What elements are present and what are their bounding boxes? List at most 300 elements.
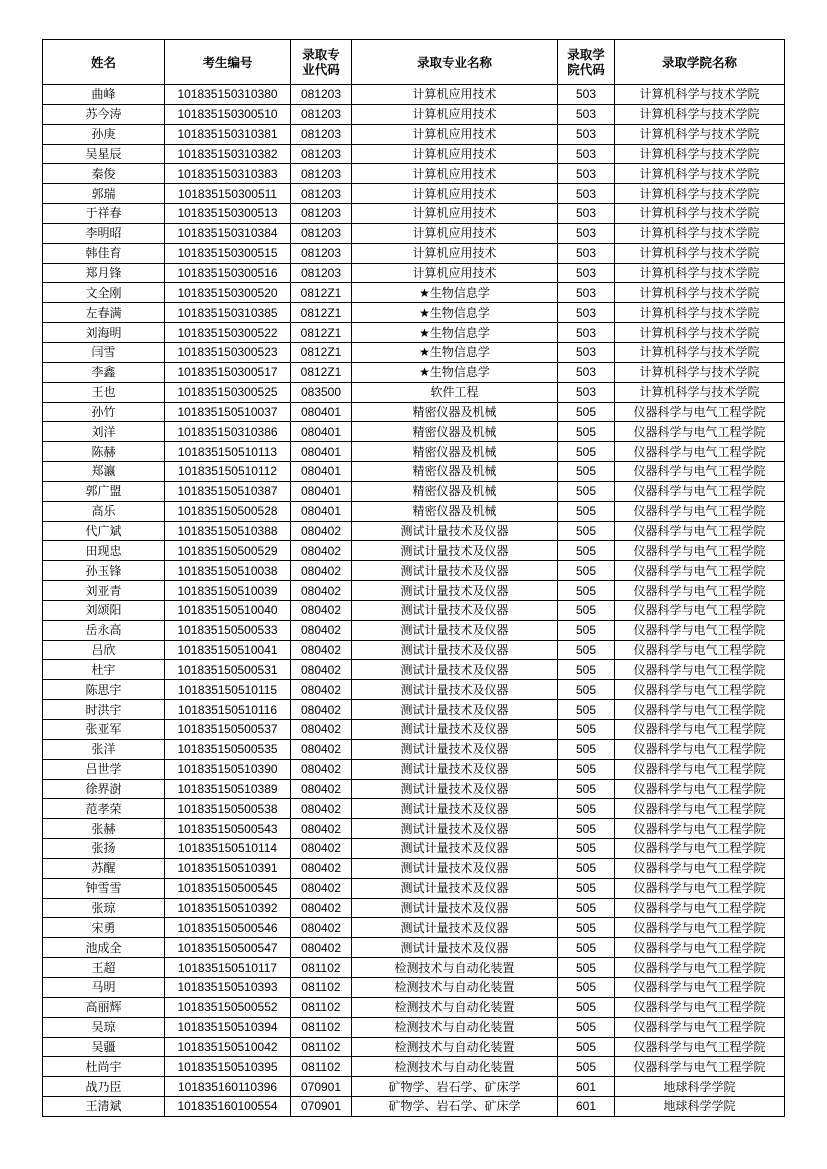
exam-id-cell: 101835150300525 bbox=[165, 382, 291, 402]
student-name-cell: 孙竹 bbox=[43, 402, 165, 422]
college-name-cell: 仪器科学与电气工程学院 bbox=[615, 799, 785, 819]
college-code-cell: 503 bbox=[558, 85, 615, 105]
table-row bbox=[43, 342, 785, 362]
college-code-cell: 503 bbox=[558, 164, 615, 184]
major-code-cell: 0812Z1 bbox=[291, 342, 352, 362]
college-code-cell: 505 bbox=[558, 839, 615, 859]
table-row bbox=[43, 243, 785, 263]
exam-id-cell: 101835150500529 bbox=[165, 541, 291, 561]
major-code-cell: 0812Z1 bbox=[291, 362, 352, 382]
table-row bbox=[43, 958, 785, 978]
table-row bbox=[43, 938, 785, 958]
major-name-cell: 测试计量技术及仪器 bbox=[352, 839, 558, 859]
college-name-cell: 仪器科学与电气工程学院 bbox=[615, 700, 785, 720]
major-code-cell: 080401 bbox=[291, 481, 352, 501]
college-name-cell: 仪器科学与电气工程学院 bbox=[615, 1017, 785, 1037]
exam-id-cell: 101835150300516 bbox=[165, 263, 291, 283]
student-name-cell: 钟雪雪 bbox=[43, 878, 165, 898]
major-name-cell: 测试计量技术及仪器 bbox=[352, 898, 558, 918]
table-row bbox=[43, 442, 785, 462]
major-name-cell: 检测技术与自动化装置 bbox=[352, 1017, 558, 1037]
college-name-cell: 计算机科学与技术学院 bbox=[615, 283, 785, 303]
college-code-cell: 505 bbox=[558, 1057, 615, 1077]
college-code-cell: 505 bbox=[558, 1017, 615, 1037]
student-name-cell: 吴星辰 bbox=[43, 144, 165, 164]
college-name-cell: 计算机科学与技术学院 bbox=[615, 342, 785, 362]
table-row bbox=[43, 184, 785, 204]
exam-id-cell: 101835150300510 bbox=[165, 104, 291, 124]
table-row bbox=[43, 481, 785, 501]
college-code-cell: 505 bbox=[558, 779, 615, 799]
major-name-cell: 测试计量技术及仪器 bbox=[352, 680, 558, 700]
major-name-cell: 计算机应用技术 bbox=[352, 204, 558, 224]
college-code-cell: 505 bbox=[558, 402, 615, 422]
college-code-cell: 505 bbox=[558, 640, 615, 660]
student-name-cell: 张亚军 bbox=[43, 720, 165, 740]
college-code-cell: 505 bbox=[558, 819, 615, 839]
college-code-cell: 505 bbox=[558, 918, 615, 938]
major-code-cell: 080402 bbox=[291, 819, 352, 839]
table-row bbox=[43, 878, 785, 898]
exam-id-cell: 101835150300511 bbox=[165, 184, 291, 204]
exam-id-cell: 101835150500538 bbox=[165, 799, 291, 819]
student-name-cell: 孙庚 bbox=[43, 124, 165, 144]
student-name-cell: 陈赫 bbox=[43, 442, 165, 462]
college-name-cell: 仪器科学与电气工程学院 bbox=[615, 878, 785, 898]
major-code-cell: 081203 bbox=[291, 164, 352, 184]
major-name-cell: 测试计量技术及仪器 bbox=[352, 660, 558, 680]
college-code-cell: 503 bbox=[558, 124, 615, 144]
college-name-cell: 仪器科学与电气工程学院 bbox=[615, 600, 785, 620]
major-name-cell: ★生物信息学 bbox=[352, 283, 558, 303]
table-row bbox=[43, 144, 785, 164]
admission-table bbox=[42, 39, 785, 1117]
major-code-cell: 080402 bbox=[291, 521, 352, 541]
student-name-cell: 李鑫 bbox=[43, 362, 165, 382]
major-name-cell: 检测技术与自动化装置 bbox=[352, 958, 558, 978]
exam-id-cell: 101835150510117 bbox=[165, 958, 291, 978]
table-row bbox=[43, 263, 785, 283]
major-code-cell: 0812Z1 bbox=[291, 303, 352, 323]
college-code-cell: 505 bbox=[558, 442, 615, 462]
major-name-cell: 测试计量技术及仪器 bbox=[352, 779, 558, 799]
table-row bbox=[43, 1017, 785, 1037]
major-name-cell: 计算机应用技术 bbox=[352, 263, 558, 283]
major-name-cell: 检测技术与自动化装置 bbox=[352, 997, 558, 1017]
student-name-cell: 王超 bbox=[43, 958, 165, 978]
college-code-cell: 505 bbox=[558, 462, 615, 482]
major-code-cell: 080402 bbox=[291, 660, 352, 680]
college-name-cell: 计算机科学与技术学院 bbox=[615, 382, 785, 402]
exam-id-cell: 101835150500528 bbox=[165, 501, 291, 521]
student-name-cell: 于祥春 bbox=[43, 204, 165, 224]
table-row bbox=[43, 898, 785, 918]
major-name-cell: 测试计量技术及仪器 bbox=[352, 938, 558, 958]
college-name-cell: 仪器科学与电气工程学院 bbox=[615, 402, 785, 422]
student-name-cell: 刘亚青 bbox=[43, 581, 165, 601]
major-name-cell: 检测技术与自动化装置 bbox=[352, 1037, 558, 1057]
exam-id-cell: 101835150300515 bbox=[165, 243, 291, 263]
exam-id-cell: 101835150510394 bbox=[165, 1017, 291, 1037]
student-name-cell: 张洋 bbox=[43, 739, 165, 759]
college-code-cell: 505 bbox=[558, 422, 615, 442]
college-code-cell: 503 bbox=[558, 104, 615, 124]
exam-id-cell: 101835150500531 bbox=[165, 660, 291, 680]
major-name-cell: ★生物信息学 bbox=[352, 323, 558, 343]
college-name-cell: 仪器科学与电气工程学院 bbox=[615, 501, 785, 521]
major-name-cell: 测试计量技术及仪器 bbox=[352, 581, 558, 601]
major-name-cell: 计算机应用技术 bbox=[352, 104, 558, 124]
table-body bbox=[43, 85, 785, 1117]
student-name-cell: 孙玉锋 bbox=[43, 561, 165, 581]
major-code-cell: 080402 bbox=[291, 759, 352, 779]
major-code-cell: 083500 bbox=[291, 382, 352, 402]
college-name-cell: 仪器科学与电气工程学院 bbox=[615, 422, 785, 442]
college-code-cell: 505 bbox=[558, 600, 615, 620]
major-code-cell: 080402 bbox=[291, 680, 352, 700]
major-name-cell: 测试计量技术及仪器 bbox=[352, 759, 558, 779]
college-code-cell: 503 bbox=[558, 303, 615, 323]
student-name-cell: 吴琼 bbox=[43, 1017, 165, 1037]
table-row bbox=[43, 977, 785, 997]
college-name-cell: 仪器科学与电气工程学院 bbox=[615, 521, 785, 541]
college-code-cell: 503 bbox=[558, 342, 615, 362]
college-name-cell: 计算机科学与技术学院 bbox=[615, 223, 785, 243]
major-name-cell: 精密仪器及机械 bbox=[352, 442, 558, 462]
major-code-cell: 080402 bbox=[291, 620, 352, 640]
college-name-cell: 仪器科学与电气工程学院 bbox=[615, 720, 785, 740]
major-name-cell: 测试计量技术及仪器 bbox=[352, 541, 558, 561]
major-code-cell: 081203 bbox=[291, 184, 352, 204]
exam-id-cell: 101835150510040 bbox=[165, 600, 291, 620]
college-code-cell: 505 bbox=[558, 680, 615, 700]
table-row bbox=[43, 839, 785, 859]
major-code-cell: 070901 bbox=[291, 1077, 352, 1097]
table-row bbox=[43, 124, 785, 144]
exam-id-cell: 101835160100554 bbox=[165, 1097, 291, 1117]
college-name-cell: 计算机科学与技术学院 bbox=[615, 303, 785, 323]
major-code-cell: 080402 bbox=[291, 918, 352, 938]
table-row bbox=[43, 1057, 785, 1077]
major-name-cell: 测试计量技术及仪器 bbox=[352, 521, 558, 541]
student-name-cell: 宋勇 bbox=[43, 918, 165, 938]
table-row bbox=[43, 779, 785, 799]
student-name-cell: 张琼 bbox=[43, 898, 165, 918]
major-code-cell: 080402 bbox=[291, 739, 352, 759]
student-name-cell: 杜宇 bbox=[43, 660, 165, 680]
major-code-cell: 080402 bbox=[291, 839, 352, 859]
college-code-cell: 505 bbox=[558, 858, 615, 878]
college-code-cell: 505 bbox=[558, 958, 615, 978]
major-code-cell: 080402 bbox=[291, 700, 352, 720]
table-row bbox=[43, 1077, 785, 1097]
college-name-cell: 仪器科学与电气工程学院 bbox=[615, 442, 785, 462]
college-name-cell: 仪器科学与电气工程学院 bbox=[615, 739, 785, 759]
header-name: 姓名 bbox=[43, 40, 165, 85]
student-name-cell: 刘海明 bbox=[43, 323, 165, 343]
major-name-cell: 矿物学、岩石学、矿床学 bbox=[352, 1077, 558, 1097]
header-exam-id: 考生编号 bbox=[165, 40, 291, 85]
student-name-cell: 郑月锋 bbox=[43, 263, 165, 283]
college-code-cell: 505 bbox=[558, 878, 615, 898]
major-name-cell: 软件工程 bbox=[352, 382, 558, 402]
college-name-cell: 仪器科学与电气工程学院 bbox=[615, 918, 785, 938]
student-name-cell: 郭广盟 bbox=[43, 481, 165, 501]
college-name-cell: 计算机科学与技术学院 bbox=[615, 184, 785, 204]
college-code-cell: 503 bbox=[558, 283, 615, 303]
college-code-cell: 503 bbox=[558, 243, 615, 263]
major-code-cell: 0812Z1 bbox=[291, 283, 352, 303]
major-code-cell: 080401 bbox=[291, 422, 352, 442]
major-code-cell: 080401 bbox=[291, 402, 352, 422]
table-row bbox=[43, 1097, 785, 1117]
student-name-cell: 高丽辉 bbox=[43, 997, 165, 1017]
major-name-cell: 测试计量技术及仪器 bbox=[352, 739, 558, 759]
major-name-cell: ★生物信息学 bbox=[352, 342, 558, 362]
major-name-cell: 测试计量技术及仪器 bbox=[352, 720, 558, 740]
table-row bbox=[43, 720, 785, 740]
college-code-cell: 505 bbox=[558, 541, 615, 561]
major-code-cell: 080402 bbox=[291, 541, 352, 561]
major-code-cell: 080402 bbox=[291, 779, 352, 799]
major-name-cell: 精密仪器及机械 bbox=[352, 462, 558, 482]
college-name-cell: 仪器科学与电气工程学院 bbox=[615, 1037, 785, 1057]
college-name-cell: 仪器科学与电气工程学院 bbox=[615, 958, 785, 978]
exam-id-cell: 101835150300520 bbox=[165, 283, 291, 303]
major-code-cell: 080402 bbox=[291, 938, 352, 958]
major-code-cell: 081102 bbox=[291, 1057, 352, 1077]
exam-id-cell: 101835150510039 bbox=[165, 581, 291, 601]
major-code-cell: 081203 bbox=[291, 104, 352, 124]
student-name-cell: 左春满 bbox=[43, 303, 165, 323]
major-code-cell: 081203 bbox=[291, 204, 352, 224]
college-code-cell: 505 bbox=[558, 561, 615, 581]
table-row bbox=[43, 204, 785, 224]
college-name-cell: 计算机科学与技术学院 bbox=[615, 164, 785, 184]
student-name-cell: 岳永高 bbox=[43, 620, 165, 640]
table-row bbox=[43, 501, 785, 521]
exam-id-cell: 101835150510393 bbox=[165, 977, 291, 997]
exam-id-cell: 101835150310384 bbox=[165, 223, 291, 243]
college-code-cell: 505 bbox=[558, 1037, 615, 1057]
major-code-cell: 081203 bbox=[291, 263, 352, 283]
college-code-cell: 601 bbox=[558, 1097, 615, 1117]
exam-id-cell: 101835150310381 bbox=[165, 124, 291, 144]
exam-id-cell: 101835150500537 bbox=[165, 720, 291, 740]
college-name-cell: 仪器科学与电气工程学院 bbox=[615, 680, 785, 700]
exam-id-cell: 101835150510115 bbox=[165, 680, 291, 700]
table-row bbox=[43, 739, 785, 759]
table-row bbox=[43, 223, 785, 243]
exam-id-cell: 101835150510391 bbox=[165, 858, 291, 878]
student-name-cell: 吕世学 bbox=[43, 759, 165, 779]
exam-id-cell: 101835150310382 bbox=[165, 144, 291, 164]
table-row bbox=[43, 700, 785, 720]
major-name-cell: 测试计量技术及仪器 bbox=[352, 799, 558, 819]
student-name-cell: 郑瀛 bbox=[43, 462, 165, 482]
exam-id-cell: 101835150510113 bbox=[165, 442, 291, 462]
major-code-cell: 080402 bbox=[291, 581, 352, 601]
major-name-cell: 测试计量技术及仪器 bbox=[352, 878, 558, 898]
college-code-cell: 505 bbox=[558, 481, 615, 501]
college-code-cell: 505 bbox=[558, 581, 615, 601]
college-name-cell: 仪器科学与电气工程学院 bbox=[615, 541, 785, 561]
college-code-cell: 505 bbox=[558, 759, 615, 779]
major-code-cell: 081203 bbox=[291, 144, 352, 164]
college-name-cell: 仪器科学与电气工程学院 bbox=[615, 819, 785, 839]
college-name-cell: 仪器科学与电气工程学院 bbox=[615, 660, 785, 680]
table-row bbox=[43, 462, 785, 482]
college-name-cell: 仪器科学与电气工程学院 bbox=[615, 481, 785, 501]
exam-id-cell: 101835150500546 bbox=[165, 918, 291, 938]
major-name-cell: 测试计量技术及仪器 bbox=[352, 819, 558, 839]
student-name-cell: 刘洋 bbox=[43, 422, 165, 442]
major-name-cell: 精密仪器及机械 bbox=[352, 501, 558, 521]
major-name-cell: 计算机应用技术 bbox=[352, 85, 558, 105]
student-name-cell: 田现忠 bbox=[43, 541, 165, 561]
major-code-cell: 080402 bbox=[291, 878, 352, 898]
table-row bbox=[43, 620, 785, 640]
major-name-cell: ★生物信息学 bbox=[352, 303, 558, 323]
exam-id-cell: 101835150510116 bbox=[165, 700, 291, 720]
table-row bbox=[43, 104, 785, 124]
table-row bbox=[43, 1037, 785, 1057]
major-code-cell: 080401 bbox=[291, 442, 352, 462]
student-name-cell: 刘颂阳 bbox=[43, 600, 165, 620]
major-code-cell: 081102 bbox=[291, 1017, 352, 1037]
college-name-cell: 计算机科学与技术学院 bbox=[615, 144, 785, 164]
exam-id-cell: 101835150310380 bbox=[165, 85, 291, 105]
table-row bbox=[43, 164, 785, 184]
college-code-cell: 503 bbox=[558, 144, 615, 164]
table-row bbox=[43, 680, 785, 700]
major-name-cell: 计算机应用技术 bbox=[352, 124, 558, 144]
major-code-cell: 081102 bbox=[291, 958, 352, 978]
exam-id-cell: 101835150500547 bbox=[165, 938, 291, 958]
exam-id-cell: 101835150510390 bbox=[165, 759, 291, 779]
college-code-cell: 505 bbox=[558, 739, 615, 759]
major-name-cell: 计算机应用技术 bbox=[352, 223, 558, 243]
major-code-cell: 081102 bbox=[291, 977, 352, 997]
college-code-cell: 505 bbox=[558, 898, 615, 918]
college-name-cell: 仪器科学与电气工程学院 bbox=[615, 898, 785, 918]
major-code-cell: 0812Z1 bbox=[291, 323, 352, 343]
student-name-cell: 韩佳育 bbox=[43, 243, 165, 263]
major-name-cell: 矿物学、岩石学、矿床学 bbox=[352, 1097, 558, 1117]
major-name-cell: 测试计量技术及仪器 bbox=[352, 620, 558, 640]
exam-id-cell: 101835150510042 bbox=[165, 1037, 291, 1057]
college-name-cell: 仪器科学与电气工程学院 bbox=[615, 561, 785, 581]
major-code-cell: 080401 bbox=[291, 501, 352, 521]
table-row bbox=[43, 561, 785, 581]
exam-id-cell: 101835150500545 bbox=[165, 878, 291, 898]
college-code-cell: 505 bbox=[558, 660, 615, 680]
exam-id-cell: 101835150510389 bbox=[165, 779, 291, 799]
college-code-cell: 503 bbox=[558, 204, 615, 224]
header-major-code: 录取专 业代码 bbox=[291, 40, 352, 85]
college-code-cell: 505 bbox=[558, 997, 615, 1017]
table-row bbox=[43, 541, 785, 561]
major-code-cell: 080402 bbox=[291, 898, 352, 918]
college-name-cell: 计算机科学与技术学院 bbox=[615, 243, 785, 263]
student-name-cell: 代广斌 bbox=[43, 521, 165, 541]
exam-id-cell: 101835150510387 bbox=[165, 481, 291, 501]
college-name-cell: 仪器科学与电气工程学院 bbox=[615, 779, 785, 799]
college-name-cell: 仪器科学与电气工程学院 bbox=[615, 640, 785, 660]
table-row bbox=[43, 600, 785, 620]
student-name-cell: 王也 bbox=[43, 382, 165, 402]
table-row bbox=[43, 759, 785, 779]
student-name-cell: 池成全 bbox=[43, 938, 165, 958]
college-name-cell: 计算机科学与技术学院 bbox=[615, 124, 785, 144]
major-code-cell: 081203 bbox=[291, 124, 352, 144]
table-row bbox=[43, 362, 785, 382]
student-name-cell: 吕欣 bbox=[43, 640, 165, 660]
header-row bbox=[43, 40, 785, 85]
college-code-cell: 505 bbox=[558, 720, 615, 740]
major-name-cell: 测试计量技术及仪器 bbox=[352, 600, 558, 620]
major-code-cell: 081203 bbox=[291, 223, 352, 243]
major-code-cell: 080402 bbox=[291, 720, 352, 740]
college-code-cell: 503 bbox=[558, 263, 615, 283]
major-code-cell: 080402 bbox=[291, 799, 352, 819]
college-name-cell: 仪器科学与电气工程学院 bbox=[615, 977, 785, 997]
exam-id-cell: 101835150510395 bbox=[165, 1057, 291, 1077]
table-row bbox=[43, 918, 785, 938]
exam-id-cell: 101835150310385 bbox=[165, 303, 291, 323]
major-code-cell: 080402 bbox=[291, 600, 352, 620]
table-row bbox=[43, 581, 785, 601]
student-name-cell: 秦俊 bbox=[43, 164, 165, 184]
college-code-cell: 503 bbox=[558, 184, 615, 204]
student-name-cell: 战乃臣 bbox=[43, 1077, 165, 1097]
table-row bbox=[43, 521, 785, 541]
student-name-cell: 闫雪 bbox=[43, 342, 165, 362]
major-code-cell: 081203 bbox=[291, 243, 352, 263]
college-code-cell: 601 bbox=[558, 1077, 615, 1097]
college-name-cell: 仪器科学与电气工程学院 bbox=[615, 581, 785, 601]
student-name-cell: 徐界澍 bbox=[43, 779, 165, 799]
major-name-cell: ★生物信息学 bbox=[352, 362, 558, 382]
college-name-cell: 计算机科学与技术学院 bbox=[615, 362, 785, 382]
table-row bbox=[43, 85, 785, 105]
header-college-code: 录取学 院代码 bbox=[558, 40, 615, 85]
major-code-cell: 081102 bbox=[291, 997, 352, 1017]
student-name-cell: 苏今涛 bbox=[43, 104, 165, 124]
college-name-cell: 仪器科学与电气工程学院 bbox=[615, 1057, 785, 1077]
college-name-cell: 仪器科学与电气工程学院 bbox=[615, 997, 785, 1017]
college-name-cell: 计算机科学与技术学院 bbox=[615, 104, 785, 124]
college-code-cell: 503 bbox=[558, 223, 615, 243]
student-name-cell: 高乐 bbox=[43, 501, 165, 521]
major-name-cell: 测试计量技术及仪器 bbox=[352, 700, 558, 720]
table-row bbox=[43, 402, 785, 422]
student-name-cell: 郭瑞 bbox=[43, 184, 165, 204]
major-code-cell: 080402 bbox=[291, 561, 352, 581]
college-code-cell: 503 bbox=[558, 362, 615, 382]
exam-id-cell: 101835150300523 bbox=[165, 342, 291, 362]
exam-id-cell: 101835150500552 bbox=[165, 997, 291, 1017]
student-name-cell: 时洪宇 bbox=[43, 700, 165, 720]
major-name-cell: 计算机应用技术 bbox=[352, 144, 558, 164]
table-row bbox=[43, 858, 785, 878]
student-name-cell: 陈思宇 bbox=[43, 680, 165, 700]
student-name-cell: 吴疆 bbox=[43, 1037, 165, 1057]
table-row bbox=[43, 422, 785, 442]
exam-id-cell: 101835150300517 bbox=[165, 362, 291, 382]
exam-id-cell: 101835150500535 bbox=[165, 739, 291, 759]
college-code-cell: 503 bbox=[558, 382, 615, 402]
